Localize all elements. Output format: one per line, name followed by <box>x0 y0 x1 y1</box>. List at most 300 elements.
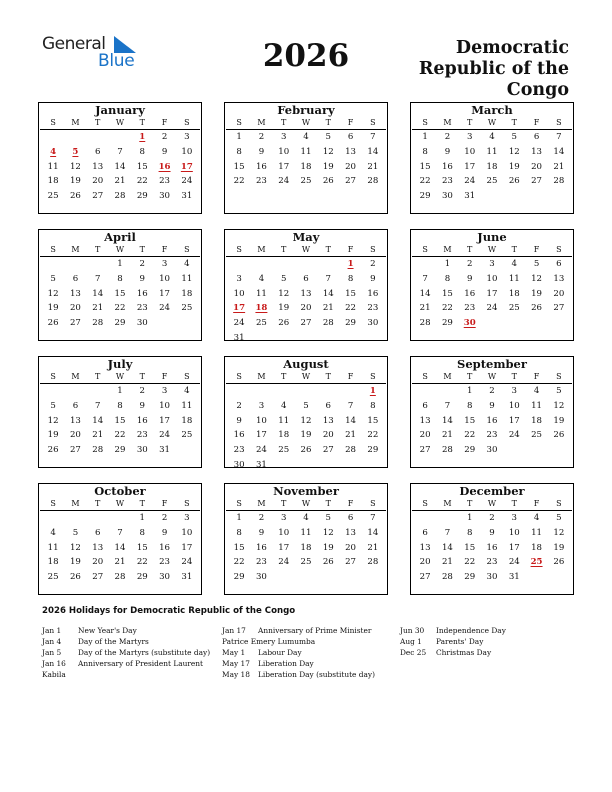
weekday-label: S <box>422 118 428 127</box>
day-cell: 24 <box>278 176 290 187</box>
day-cell: 16 <box>255 161 267 172</box>
day-cell: 3 <box>489 259 495 269</box>
weekday-label: T <box>139 245 145 254</box>
weekday-label: T <box>281 499 287 508</box>
day-cell: 19 <box>278 303 290 314</box>
day-cell: 4 <box>303 513 309 523</box>
day-cell: 28 <box>441 445 453 456</box>
day-cell: 25 <box>181 430 193 441</box>
day-cell: 24 <box>464 176 476 187</box>
holiday-day: 25 <box>530 557 543 568</box>
day-cell: 10 <box>159 400 171 411</box>
week-row <box>411 429 573 443</box>
day-cell: 16 <box>441 161 453 172</box>
day-cell <box>109 131 131 145</box>
weekday-label: W <box>301 372 311 381</box>
day-cell: 19 <box>322 161 334 172</box>
day-cell: 27 <box>92 572 104 583</box>
day-cell: 2 <box>489 386 495 396</box>
day-cell: 13 <box>419 415 431 426</box>
day-cell <box>525 190 547 204</box>
day-cell: 21 <box>92 430 104 441</box>
holiday-day: 1 <box>347 259 354 269</box>
weekday-label: F <box>161 372 168 381</box>
day-cell: 7 <box>347 400 354 411</box>
day-cell: 9 <box>489 400 495 411</box>
holiday-name: Day of the Martyrs (substitute day) <box>78 648 211 657</box>
week-row <box>411 258 573 272</box>
week-row <box>39 288 201 302</box>
day-cell: 27 <box>92 191 104 202</box>
day-cell: 12 <box>322 527 334 538</box>
day-cell <box>87 131 109 145</box>
day-cell <box>176 317 198 331</box>
day-cell: 16 <box>367 288 379 299</box>
day-cell: 22 <box>114 430 126 441</box>
day-cell: 23 <box>136 430 148 441</box>
holiday-date: Jan 17 <box>222 626 246 635</box>
week-row <box>225 146 387 160</box>
day-cell: 3 <box>161 259 168 269</box>
day-cell: 1 <box>117 259 123 269</box>
weekday-label: F <box>533 245 540 254</box>
day-cell: 10 <box>278 146 290 157</box>
day-cell: 26 <box>278 318 290 329</box>
weekday-label: M <box>71 372 80 381</box>
day-cell: 19 <box>553 542 565 553</box>
month-june <box>410 229 574 341</box>
day-cell: 27 <box>531 176 543 187</box>
week-row <box>39 385 201 399</box>
day-cell: 15 <box>114 288 126 299</box>
week-row <box>225 161 387 175</box>
weekday-label: T <box>139 118 145 127</box>
week-row <box>225 527 387 541</box>
weekday-label: S <box>370 245 376 254</box>
day-cell: 7 <box>94 273 101 284</box>
day-cell: 4 <box>184 259 190 269</box>
day-cell: 1 <box>466 386 473 396</box>
holiday-day: 4 <box>50 146 57 157</box>
day-cell: 25 <box>47 572 59 583</box>
month-title: September <box>457 357 527 371</box>
week-row <box>225 556 387 570</box>
week-row <box>411 288 573 302</box>
day-cell: 29 <box>464 445 476 456</box>
day-cell: 6 <box>347 132 354 142</box>
day-cell: 17 <box>255 430 267 441</box>
day-cell: 29 <box>419 191 431 202</box>
holiday-date: Jan 4 <box>42 637 62 646</box>
week-row <box>225 385 387 399</box>
day-cell: 2 <box>161 132 168 142</box>
day-cell: 24 <box>181 176 193 187</box>
day-cell <box>250 385 272 399</box>
day-cell: 9 <box>161 146 168 157</box>
week-row <box>225 571 387 585</box>
day-cell: 16 <box>464 288 476 299</box>
calendar-grid <box>38 102 575 598</box>
day-cell: 26 <box>322 557 334 568</box>
day-cell: 27 <box>345 557 357 568</box>
day-cell: 19 <box>508 161 520 172</box>
day-cell <box>87 258 109 272</box>
week-row <box>411 273 573 287</box>
day-cell: 7 <box>94 400 101 411</box>
weekday-label: T <box>281 372 287 381</box>
week-row <box>411 190 573 204</box>
day-cell: 22 <box>136 176 148 187</box>
day-cell: 22 <box>345 303 357 314</box>
week-row <box>39 527 201 541</box>
day-cell <box>250 332 272 346</box>
day-cell: 29 <box>367 445 379 456</box>
day-cell: 11 <box>47 161 59 172</box>
day-cell: 18 <box>531 415 543 426</box>
day-cell: 23 <box>233 445 245 456</box>
holiday-item <box>400 647 506 658</box>
day-cell: 18 <box>531 542 543 553</box>
day-cell: 30 <box>159 191 171 202</box>
month-february <box>224 102 388 214</box>
weekday-label: T <box>325 372 331 381</box>
week-row <box>39 317 201 331</box>
day-cell <box>525 444 547 458</box>
day-cell: 12 <box>531 273 543 284</box>
day-cell: 3 <box>236 273 242 284</box>
day-cell: 10 <box>159 273 171 284</box>
week-row <box>39 146 201 160</box>
day-cell: 28 <box>92 445 104 456</box>
day-cell: 25 <box>508 303 520 314</box>
day-cell: 14 <box>367 527 379 538</box>
day-cell: 14 <box>322 288 334 299</box>
month-title: March <box>471 103 513 117</box>
day-cell: 19 <box>553 415 565 426</box>
day-cell: 23 <box>159 557 171 568</box>
day-cell: 27 <box>345 176 357 187</box>
holiday-name: Independence Day <box>436 626 506 635</box>
weekday-header <box>40 117 200 130</box>
day-cell: 8 <box>139 527 146 538</box>
holiday-item <box>222 636 375 647</box>
day-cell: 29 <box>114 318 126 329</box>
day-cell: 30 <box>233 459 245 470</box>
day-cell: 5 <box>303 400 309 411</box>
day-cell: 20 <box>92 176 104 187</box>
day-cell: 5 <box>325 513 332 523</box>
weekday-label: M <box>71 118 80 127</box>
day-cell <box>339 332 361 346</box>
day-cell: 18 <box>486 161 498 172</box>
day-cell: 8 <box>347 273 354 284</box>
month-title: January <box>95 103 145 117</box>
weekday-label: F <box>533 499 540 508</box>
day-cell: 30 <box>441 191 453 202</box>
holiday-date: Jan 5 <box>42 648 62 657</box>
day-cell <box>64 131 86 145</box>
day-cell: 20 <box>322 430 334 441</box>
day-cell: 11 <box>300 146 312 157</box>
day-cell: 20 <box>300 303 312 314</box>
holiday-name: Liberation Day (substitute day) <box>258 670 375 679</box>
day-cell: 10 <box>181 527 193 538</box>
day-cell: 4 <box>258 273 265 284</box>
weekday-header <box>412 117 572 130</box>
day-cell: 26 <box>553 557 565 568</box>
day-cell: 6 <box>556 259 562 269</box>
day-cell: 29 <box>136 572 148 583</box>
day-cell: 15 <box>367 415 379 426</box>
day-cell <box>42 258 64 272</box>
weekday-label: F <box>347 499 354 508</box>
day-cell: 29 <box>345 318 357 329</box>
week-row <box>39 571 201 585</box>
day-cell: 27 <box>69 318 81 329</box>
week-row <box>225 429 387 443</box>
day-cell: 7 <box>444 527 451 538</box>
weekday-label: W <box>115 118 125 127</box>
week-row <box>225 415 387 429</box>
weekday-label: S <box>370 372 376 381</box>
day-cell: 1 <box>444 259 451 269</box>
week-row <box>411 161 573 175</box>
day-cell: 28 <box>114 191 126 202</box>
day-cell: 2 <box>139 259 146 269</box>
weekday-header <box>226 244 386 257</box>
day-cell: 5 <box>325 132 332 142</box>
month-may <box>224 229 388 341</box>
weekday-label: S <box>370 118 376 127</box>
day-cell: 8 <box>236 527 242 538</box>
week-row <box>225 273 387 287</box>
week-row <box>225 258 387 272</box>
day-cell: 14 <box>92 415 104 426</box>
day-cell: 18 <box>47 557 59 568</box>
holiday-day: 30 <box>463 318 476 329</box>
day-cell: 17 <box>508 542 520 553</box>
month-march <box>410 102 574 214</box>
day-cell: 1 <box>139 513 146 523</box>
weekday-label: S <box>50 372 56 381</box>
week-row <box>225 317 387 331</box>
day-cell: 22 <box>419 176 431 187</box>
day-cell: 23 <box>464 303 476 314</box>
day-cell <box>339 571 361 585</box>
day-cell: 2 <box>161 513 168 523</box>
weekday-label: T <box>511 245 517 254</box>
day-cell: 27 <box>419 445 431 456</box>
day-cell: 7 <box>325 273 332 284</box>
day-cell: 29 <box>464 572 476 583</box>
day-cell <box>295 332 317 346</box>
day-cell: 2 <box>444 132 451 142</box>
day-cell: 1 <box>236 132 242 142</box>
day-cell: 20 <box>69 430 81 441</box>
week-row <box>411 415 573 429</box>
day-cell: 23 <box>255 176 267 187</box>
day-cell: 13 <box>345 146 357 157</box>
day-cell: 18 <box>181 415 193 426</box>
day-cell <box>503 190 525 204</box>
day-cell: 1 <box>117 386 123 396</box>
weekday-label: T <box>95 245 101 254</box>
day-cell: 17 <box>278 161 290 172</box>
day-cell: 8 <box>139 146 146 157</box>
holiday-name: Anniversary of Prime Minister <box>258 626 372 635</box>
day-cell: 2 <box>489 513 495 523</box>
day-cell: 22 <box>441 303 453 314</box>
day-cell: 3 <box>258 400 265 411</box>
day-cell: 22 <box>464 557 476 568</box>
weekday-label: S <box>556 372 562 381</box>
week-row <box>411 512 573 526</box>
month-title: May <box>292 230 320 244</box>
day-cell: 9 <box>466 273 473 284</box>
day-cell: 19 <box>69 557 81 568</box>
day-cell: 7 <box>444 400 451 411</box>
day-cell: 7 <box>117 146 123 157</box>
weekday-label: W <box>487 118 497 127</box>
day-cell <box>317 332 339 346</box>
day-cell: 27 <box>322 445 334 456</box>
weekday-label: S <box>236 245 242 254</box>
weekday-label: M <box>443 499 452 508</box>
weekday-label: F <box>533 118 540 127</box>
weekday-label: M <box>71 499 80 508</box>
holiday-name: Labour Day <box>258 648 302 657</box>
day-cell <box>481 317 503 331</box>
weekday-label: S <box>422 245 428 254</box>
day-cell: 9 <box>258 527 265 538</box>
day-cell: 29 <box>136 191 148 202</box>
day-cell: 14 <box>114 161 126 172</box>
day-cell: 3 <box>466 132 473 142</box>
day-cell: 23 <box>367 303 379 314</box>
weekday-label: M <box>71 245 80 254</box>
day-cell: 21 <box>367 542 379 553</box>
day-cell: 6 <box>422 400 428 411</box>
week-row <box>225 444 387 458</box>
day-cell <box>317 385 339 399</box>
day-cell: 23 <box>136 303 148 314</box>
day-cell: 22 <box>464 430 476 441</box>
holiday-column <box>400 625 506 658</box>
day-cell <box>109 512 131 526</box>
week-row <box>39 429 201 443</box>
day-cell: 31 <box>233 332 245 343</box>
day-cell: 25 <box>300 557 312 568</box>
day-cell: 22 <box>233 176 245 187</box>
day-cell: 2 <box>466 259 473 269</box>
day-cell <box>503 444 525 458</box>
day-cell <box>64 512 86 526</box>
day-cell: 20 <box>345 542 357 553</box>
weekday-label: T <box>281 118 287 127</box>
day-cell: 5 <box>556 386 562 396</box>
weekday-label: F <box>347 245 354 254</box>
day-cell: 18 <box>278 430 290 441</box>
day-cell: 16 <box>136 415 148 426</box>
weekday-label: T <box>139 372 145 381</box>
weekday-header <box>226 371 386 384</box>
holiday-name: Parents' Day <box>436 637 484 646</box>
day-cell: 11 <box>531 527 543 538</box>
holiday-item <box>222 658 375 669</box>
day-cell: 15 <box>419 161 431 172</box>
day-cell: 5 <box>50 400 56 411</box>
weekday-header <box>40 498 200 511</box>
holiday-date: May 18 <box>222 670 250 679</box>
day-cell: 25 <box>531 430 543 441</box>
day-cell: 5 <box>72 527 79 538</box>
holiday-item <box>42 669 210 680</box>
week-row <box>225 459 387 473</box>
weekday-header <box>412 498 572 511</box>
day-cell: 5 <box>280 273 287 284</box>
day-cell: 30 <box>367 318 379 329</box>
week-row <box>225 542 387 556</box>
weekday-label: S <box>184 245 190 254</box>
day-cell: 21 <box>322 303 334 314</box>
day-cell: 15 <box>114 415 126 426</box>
holiday-date: May 17 <box>222 659 250 668</box>
holiday-column <box>222 625 375 680</box>
day-cell <box>250 258 272 272</box>
day-cell: 11 <box>181 400 193 411</box>
weekday-label: S <box>556 499 562 508</box>
day-cell <box>414 512 436 526</box>
day-cell: 14 <box>419 288 431 299</box>
month-title: December <box>459 484 525 498</box>
month-september <box>410 356 574 468</box>
day-cell <box>273 571 295 585</box>
weekday-label: S <box>50 499 56 508</box>
day-cell <box>414 385 436 399</box>
day-cell: 14 <box>114 542 126 553</box>
day-cell: 25 <box>278 445 290 456</box>
week-row <box>225 332 387 346</box>
weekday-header <box>412 244 572 257</box>
day-cell: 21 <box>345 430 357 441</box>
day-cell: 16 <box>159 542 171 553</box>
week-row <box>411 556 573 570</box>
day-cell: 7 <box>422 273 428 284</box>
day-cell <box>503 317 525 331</box>
weekday-label: W <box>487 499 497 508</box>
day-cell: 10 <box>486 273 498 284</box>
week-row <box>39 512 201 526</box>
weekday-label: M <box>257 372 266 381</box>
day-cell <box>317 459 339 473</box>
day-cell <box>42 512 64 526</box>
holiday-item <box>222 669 375 680</box>
week-row <box>411 542 573 556</box>
day-cell: 25 <box>255 318 267 329</box>
day-cell: 14 <box>367 146 379 157</box>
day-cell <box>362 459 384 473</box>
day-cell: 5 <box>533 259 540 269</box>
day-cell: 30 <box>159 572 171 583</box>
day-cell: 14 <box>553 146 565 157</box>
day-cell: 7 <box>556 132 562 142</box>
day-cell: 13 <box>69 415 81 426</box>
holiday-name: Day of the Martyrs <box>78 637 149 646</box>
day-cell: 26 <box>69 191 81 202</box>
weekday-label: S <box>556 245 562 254</box>
day-cell: 6 <box>72 273 79 284</box>
day-cell: 24 <box>278 557 290 568</box>
